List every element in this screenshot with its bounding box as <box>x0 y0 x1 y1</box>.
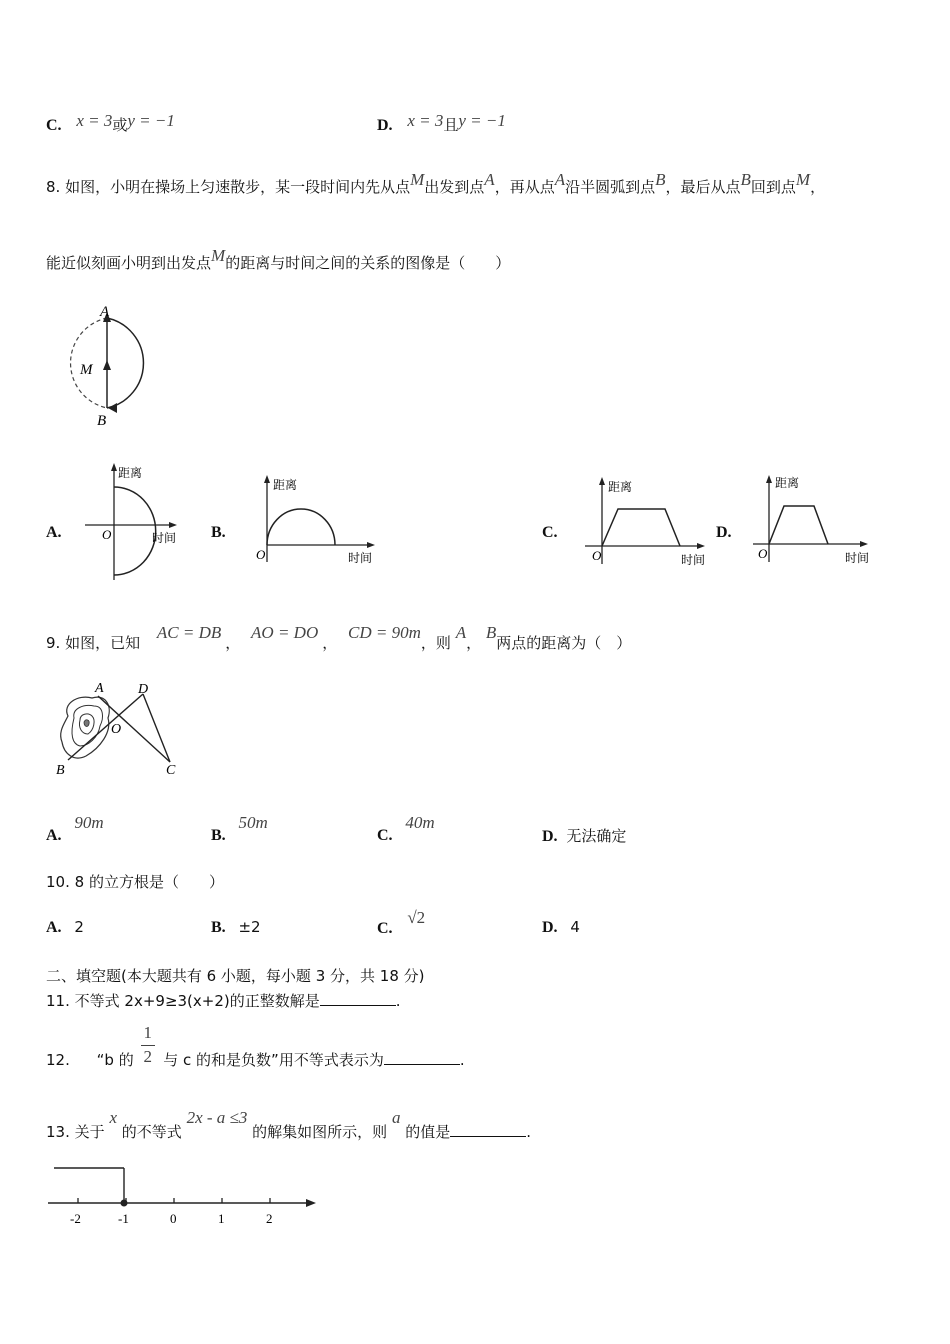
q9-line <box>46 623 632 653</box>
q9-option-b-label: B. <box>211 827 226 844</box>
q8-graph-a[interactable] <box>80 460 190 585</box>
q8-fig-label-b: B <box>97 413 107 429</box>
q12-end: . <box>459 1051 465 1069</box>
q8-text-i: 的距离与时间之间的关系的图像是（ ） <box>225 254 511 272</box>
section-2-heading: 二、填空题(本大题共有 6 小题，每小题 3 分，共 18 分) <box>46 967 425 985</box>
q8-option-a-label[interactable]: A. <box>46 524 62 541</box>
q13-text-a: 关于 <box>74 1123 105 1141</box>
q13-tick-label: -1 <box>118 1211 129 1226</box>
q12-frac-bar <box>141 1045 155 1046</box>
q10-number: 10. <box>46 873 70 891</box>
q9-expr-3: CD = 90m <box>348 623 421 642</box>
q9-option-d-label: D. <box>542 828 558 845</box>
q8-text-f: 回到点 <box>750 178 796 196</box>
q8-graph-b-xlabel: 时间 <box>348 551 373 565</box>
q9-option-d[interactable] <box>542 825 626 846</box>
q10-option-d-value: 4 <box>570 918 580 936</box>
q10-option-b-label: B. <box>211 919 226 936</box>
q8-number: 8. <box>46 178 61 196</box>
q9-option-a-label: A. <box>46 827 62 844</box>
q12-line <box>46 1023 465 1070</box>
q13-var-x: x <box>109 1108 117 1127</box>
q8-fig-label-a: A <box>100 304 110 320</box>
q8-point-m: M <box>410 170 425 189</box>
q13-text-c: 的解集如图所示，则 <box>252 1123 388 1141</box>
q8-option-b-label[interactable]: B. <box>211 524 226 541</box>
q8-option-c-label[interactable]: C. <box>542 524 558 541</box>
q12-fraction <box>141 1023 155 1066</box>
q7-option-d-expr-a: x = 3 <box>407 111 444 130</box>
q8-text-h: 能近似刻画小明到出发点 <box>46 254 212 272</box>
q9-text-b: ，则 <box>420 634 451 652</box>
q8-graph-d[interactable] <box>748 470 878 570</box>
q8-graph-b-origin: O <box>256 547 266 562</box>
q8-point-m-3: M <box>211 246 226 265</box>
q8-graph-c-xlabel: 时间 <box>681 553 706 567</box>
q8-circle-figure <box>50 300 165 430</box>
q8-graph-d-xlabel: 时间 <box>845 551 870 565</box>
q12-text-b: 与 c 的和是负数”用不等式表示为 <box>163 1051 384 1069</box>
q7-option-c[interactable] <box>46 111 175 135</box>
q11-line <box>46 990 401 1011</box>
q13-text-b: 的不等式 <box>121 1123 182 1141</box>
q8-point-b-2: B <box>740 170 751 189</box>
q13-tick-label: 2 <box>266 1211 273 1226</box>
q8-point-m-2: M <box>795 170 811 189</box>
q10-text: 8 的立方根是（ ） <box>74 873 224 891</box>
q9-expr-2: AO = DO <box>251 623 319 642</box>
q13-line <box>46 1108 532 1142</box>
q9-number: 9. <box>46 634 61 652</box>
q9-sep-2: ， <box>322 634 338 652</box>
q10-option-b[interactable] <box>211 918 261 937</box>
q10-option-d-label: D. <box>542 919 558 936</box>
q9-fig-label-c: C <box>166 763 176 778</box>
q11-answer-blank[interactable] <box>320 991 396 1006</box>
q8-graph-b-ylabel: 距离 <box>273 478 298 492</box>
q13-inequality: 2x - a ≤3 <box>186 1108 248 1127</box>
q12-number: 12. <box>46 1051 70 1069</box>
q9-figure <box>48 676 188 781</box>
q8-graph-a-xlabel: 时间 <box>152 531 177 545</box>
q11-number: 11. <box>46 992 70 1010</box>
q9-option-d-value: 无法确定 <box>566 827 627 845</box>
q8-text-d: 沿半圆弧到点 <box>565 178 656 196</box>
q8-graph-b[interactable] <box>245 470 380 570</box>
q9-text-c: 两点的距离为（ ） <box>496 634 632 652</box>
q7-option-c-expr-b: y = −1 <box>127 111 175 130</box>
q9-point-a: A <box>455 623 467 642</box>
q7-option-c-join: 或 <box>112 116 128 134</box>
q10-option-b-value: ±2 <box>238 918 261 936</box>
q9-expr-1: AC = DB <box>156 623 222 642</box>
q9-fig-label-d: D <box>138 682 149 697</box>
q13-tick-label: 0 <box>170 1211 177 1226</box>
q9-option-a[interactable] <box>46 813 104 845</box>
q9-fig-label-o: O <box>111 722 122 737</box>
q8-graph-a-origin: O <box>102 527 112 542</box>
q13-number: 13. <box>46 1123 70 1141</box>
q9-option-b-value: 50m <box>238 813 268 832</box>
q9-point-b: B <box>485 623 497 642</box>
q8-line-1 <box>46 170 826 197</box>
q8-line-2 <box>46 246 511 273</box>
q8-fig-label-m: M <box>80 362 93 378</box>
q12-answer-blank[interactable] <box>384 1050 460 1065</box>
q10-option-c-label: C. <box>377 920 393 937</box>
q11-text: 不等式 2x+9≥3(x+2)的正整数解是 <box>74 992 320 1010</box>
q7-option-c-label: C. <box>46 117 62 134</box>
q13-tick-label: -2 <box>70 1211 81 1226</box>
q7-option-d-join: 且 <box>443 116 459 134</box>
q9-fig-label-b: B <box>56 763 65 778</box>
q10-option-d[interactable] <box>542 918 580 937</box>
q8-graph-d-ylabel: 距离 <box>775 476 800 490</box>
q9-option-c-value: 40m <box>405 813 435 832</box>
q13-var-a: a <box>391 1108 401 1127</box>
q9-sep-3: ， <box>466 634 482 652</box>
q8-point-b: B <box>655 170 666 189</box>
q9-text-a: 如图，已知 <box>65 634 141 652</box>
q8-point-a: A <box>484 170 495 189</box>
q8-graph-c-origin: O <box>592 548 602 563</box>
q10-option-a[interactable] <box>46 918 84 937</box>
q12-text-a: “b 的 <box>96 1051 134 1069</box>
q8-point-a-2: A <box>554 170 566 189</box>
q9-fig-label-a: A <box>95 681 104 696</box>
q8-graph-a-ylabel: 距离 <box>118 466 143 480</box>
q8-text-g: ， <box>810 178 826 196</box>
q13-number-line <box>40 1155 330 1235</box>
q8-graph-c-ylabel: 距离 <box>608 480 633 494</box>
q7-option-c-expr-a: x = 3 <box>76 111 113 130</box>
q10-option-a-value: 2 <box>74 918 84 936</box>
q9-option-a-value: 90m <box>74 813 104 832</box>
q10-option-c[interactable] <box>377 908 426 938</box>
q9-option-c[interactable] <box>377 813 435 845</box>
q7-option-d-expr-b: y = −1 <box>458 111 506 130</box>
q8-graph-d-origin: O <box>758 546 768 561</box>
q8-graph-c[interactable] <box>580 472 710 572</box>
q10-line <box>46 871 224 892</box>
q11-end: . <box>395 992 401 1010</box>
q7-option-d[interactable] <box>377 111 506 135</box>
q8-text-c: ，再从点 <box>494 178 555 196</box>
q13-answer-blank[interactable] <box>450 1122 526 1137</box>
q13-text-d: 的值是 <box>405 1123 451 1141</box>
q10-option-c-value: √2 <box>407 908 426 927</box>
q7-option-d-label: D. <box>377 117 393 134</box>
q9-option-c-label: C. <box>377 827 393 844</box>
q12-frac-num: 1 <box>143 1023 152 1042</box>
q8-text-a: 如图，小明在操场上匀速散步，某一段时间内先从点 <box>65 178 411 196</box>
q10-option-a-label: A. <box>46 919 62 936</box>
q13-tick-label: 1 <box>218 1211 225 1226</box>
q12-frac-den: 2 <box>143 1047 152 1066</box>
q8-text-b: 出发到点 <box>424 178 485 196</box>
q8-option-d-label[interactable]: D. <box>716 524 732 541</box>
q9-option-b[interactable] <box>211 813 268 845</box>
q8-text-e: ，最后从点 <box>665 178 741 196</box>
q13-end: . <box>526 1123 532 1141</box>
q9-sep-1: ， <box>225 634 241 652</box>
